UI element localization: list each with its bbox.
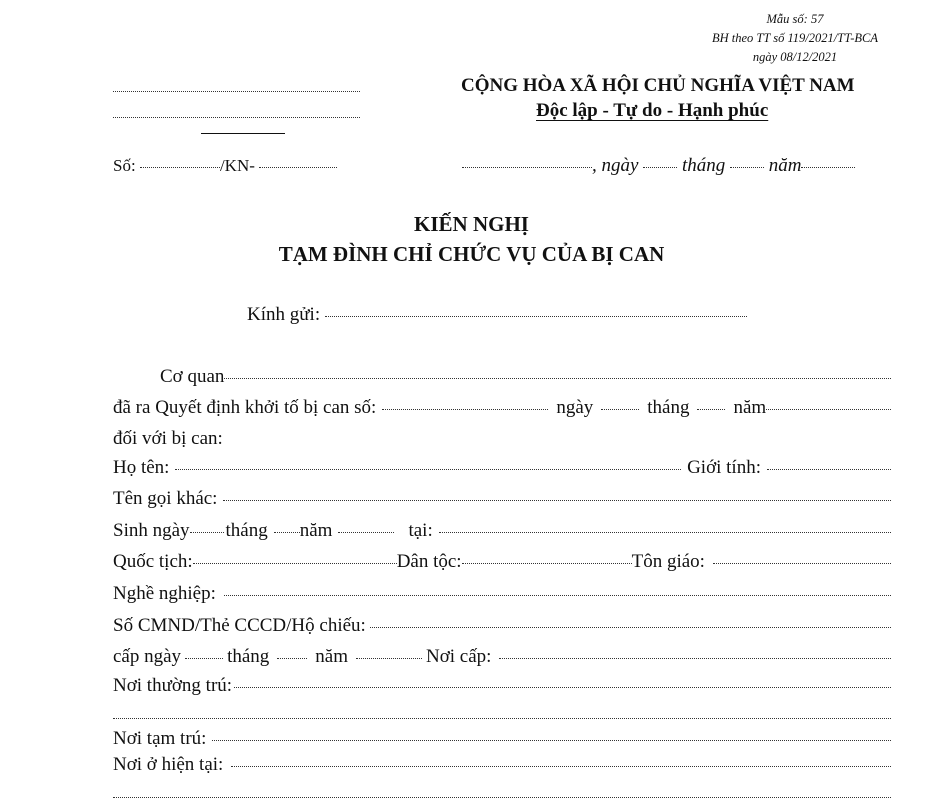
issue-day-label: cấp ngày (113, 646, 182, 667)
fullname-field[interactable] (175, 469, 681, 470)
permanent-label: Nơi thường trú: (113, 675, 233, 696)
permanent-field-line-2[interactable] (113, 718, 891, 719)
permanent-row (113, 675, 891, 697)
current-residence-field-line-2[interactable] (113, 797, 891, 798)
agency-name-field-2[interactable] (113, 117, 360, 118)
issue-year-field[interactable] (356, 658, 422, 659)
header-divider (201, 133, 285, 134)
birth-place-field[interactable] (439, 532, 891, 533)
nation-heading: CỘNG HÒA XÃ HỘI CHỦ NGHĨA VIỆT NAM (461, 75, 855, 96)
number-label: Số: (113, 156, 136, 175)
decision-year-field[interactable] (766, 409, 891, 410)
issue-place-label: Nơi cấp: (426, 646, 492, 667)
number-suffix: /KN- (219, 156, 255, 175)
document-title: KIẾN NGHỊ (414, 212, 529, 236)
form-date: ngày 08/12/2021 (752, 50, 838, 64)
decision-day-label: ngày (556, 397, 594, 418)
permanent-field[interactable] (234, 687, 891, 688)
gender-field[interactable] (767, 469, 891, 470)
agency-row (160, 366, 891, 388)
religion-label: Tôn giáo: (631, 551, 705, 572)
place-field[interactable] (462, 166, 592, 168)
occupation-row (113, 583, 891, 605)
fullname-label: Họ tên: (113, 457, 170, 478)
decision-day-field[interactable] (601, 409, 639, 410)
against-label: đối với bị can: (113, 428, 223, 449)
birth-month-field[interactable] (274, 532, 300, 533)
date-year-label: năm (768, 155, 802, 176)
agency-label: Cơ quan (160, 366, 225, 387)
decision-month-label: tháng (647, 397, 690, 418)
birth-day-label: Sinh ngày (113, 520, 190, 541)
nationality-label: Quốc tịch: (113, 551, 193, 572)
date-month-label: tháng (681, 155, 726, 176)
document-number-row (113, 156, 337, 176)
issue-place-field[interactable] (499, 658, 891, 659)
id-label: Số CMND/Thẻ CCCD/Hộ chiếu: (113, 615, 366, 636)
current-residence-label: Nơi ở hiện tại: (113, 754, 224, 775)
birth-place-label: tại: (408, 520, 433, 541)
issue-year-label: năm (315, 646, 348, 667)
decision-label: đã ra Quyết định khởi tố bị can số: (113, 397, 377, 418)
date-row: , ngày tháng năm (462, 155, 855, 177)
temporary-field[interactable] (212, 740, 891, 741)
alias-field[interactable] (223, 500, 891, 501)
alias-label: Tên gọi khác: (113, 488, 218, 509)
document-subtitle: TẠM ĐÌNH CHỈ CHỨC VỤ CỦA BỊ CAN (278, 242, 665, 266)
recipient-label: Kính gửi: (247, 304, 321, 325)
fullname-row (113, 457, 891, 479)
against-row (113, 428, 891, 450)
temporary-label: Nơi tạm trú: (113, 728, 207, 749)
alias-row (113, 488, 891, 510)
issue-month-label: tháng (227, 646, 270, 667)
recipient-field[interactable] (325, 315, 747, 317)
form-number-block (690, 10, 900, 67)
birth-day-field[interactable] (190, 532, 224, 533)
issue-day-field[interactable] (185, 658, 223, 659)
occupation-label: Nghề nghiệp: (113, 583, 216, 604)
motto: Độc lập - Tự do - Hạnh phúc (536, 100, 769, 121)
decision-month-field[interactable] (697, 409, 725, 410)
birth-row (113, 520, 891, 542)
issue-month-field[interactable] (277, 658, 307, 659)
religion-field[interactable] (713, 563, 891, 564)
occupation-field[interactable] (224, 595, 891, 596)
birth-year-field[interactable] (338, 532, 394, 533)
form-circular: BH theo TT số 119/2021/TT-BCA (712, 31, 878, 45)
number-field[interactable] (140, 166, 220, 168)
id-field[interactable] (370, 627, 891, 628)
ethnicity-label: Dân tộc: (396, 551, 462, 572)
id-row (113, 615, 891, 637)
nationality-field[interactable] (193, 563, 397, 564)
nationality-row (113, 551, 891, 573)
date-day-label: ngày (601, 155, 639, 176)
decision-number-field[interactable] (382, 409, 548, 410)
temporary-row (113, 728, 891, 750)
current-residence-field[interactable] (231, 766, 891, 767)
ethnicity-field[interactable] (462, 563, 632, 564)
birth-year-label: năm (299, 520, 333, 541)
agency-name-field-1[interactable] (113, 91, 360, 92)
recipient-row (247, 304, 747, 326)
decision-row (113, 397, 891, 419)
date-day-field[interactable] (643, 166, 677, 168)
form-number: Mẫu số: 57 (766, 12, 824, 26)
current-residence-row (113, 754, 891, 776)
date-year-field[interactable] (801, 166, 855, 168)
date-month-field[interactable] (730, 166, 764, 168)
birth-month-label: tháng (225, 520, 268, 541)
gender-label: Giới tính: (687, 457, 761, 478)
agency-field[interactable] (224, 378, 891, 379)
issue-row (113, 646, 891, 668)
decision-year-label: năm (733, 397, 767, 418)
number-code-field[interactable] (259, 166, 337, 168)
